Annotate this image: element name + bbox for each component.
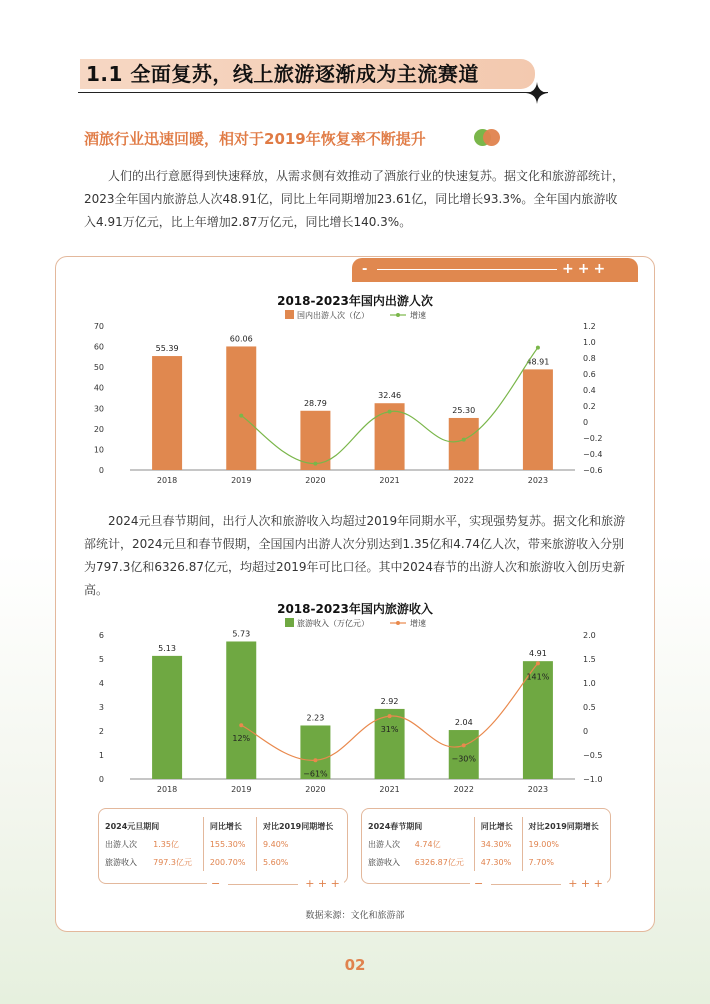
- y-tick-label: 3: [98, 703, 104, 712]
- y-tick-label: 2: [98, 727, 104, 736]
- y-tick-label: 50: [93, 363, 104, 373]
- y-tick-label: 70: [93, 322, 104, 331]
- legend-label: 国内出游人次（亿）: [297, 311, 369, 320]
- bar-value-label: 5.73: [232, 629, 251, 639]
- y2-tick-label: 0.6: [583, 370, 596, 379]
- table-deco: − + + +: [207, 877, 344, 891]
- intro-paragraph: 人们的出行意愿得到快速释放，从需求侧有效推动了酒旅行业的快速复苏。据文化和旅游部统计，2023全年国内旅游总人次48.91亿，同比上年同期增加23.61亿，同比增长93.3%。全年国内旅游收入4.91万亿元，比上年增加2.87万亿元，同比增长140.3%。: [84, 169, 625, 229]
- growth-label: −61%: [303, 769, 328, 779]
- growth-point: [388, 714, 392, 718]
- legend-swatch: [285, 618, 294, 627]
- bar: [226, 641, 256, 779]
- x-tick-label: 2018: [156, 785, 178, 794]
- y2-tick-label: 0: [583, 727, 589, 736]
- table-cell: 5.60%: [256, 853, 347, 871]
- y2-tick-label: −0.4: [583, 450, 603, 459]
- growth-point: [239, 414, 243, 418]
- y-tick-label: 6: [98, 631, 104, 640]
- bar: [152, 356, 182, 470]
- table-cell: 797.3亿元: [153, 857, 193, 867]
- x-tick-label: 2022: [453, 785, 474, 794]
- y-tick-label: 60: [93, 342, 104, 352]
- sparkle-icon: [526, 82, 548, 104]
- growth-point: [313, 462, 317, 466]
- y2-tick-label: 0.4: [583, 386, 596, 395]
- table-cell: 34.30%: [474, 835, 522, 853]
- bar-value-label: 5.13: [158, 643, 176, 653]
- bar-value-label: 2.04: [454, 718, 473, 728]
- tab-dash: -: [362, 262, 368, 277]
- bar-value-label: 60.06: [229, 334, 253, 344]
- bar: [523, 369, 553, 470]
- title-underline: [78, 92, 548, 93]
- bar: [226, 346, 256, 470]
- x-tick-label: 2018: [156, 476, 178, 485]
- tab-line: [377, 269, 557, 270]
- y-tick-label: 20: [93, 424, 104, 434]
- circles-icon: [474, 129, 500, 147]
- legend-label: 增速: [410, 619, 426, 628]
- table-cell: 6326.87亿元: [414, 857, 464, 867]
- bar-value-label: 28.79: [303, 398, 327, 408]
- y-tick-label: 1: [98, 751, 104, 760]
- y2-tick-label: 1.0: [583, 338, 596, 347]
- y2-tick-label: 1.0: [583, 679, 596, 688]
- bar-value-label: 25.30: [452, 405, 476, 415]
- growth-point: [462, 743, 466, 747]
- bar-value-label: 48.91: [526, 357, 550, 367]
- y2-tick-label: 2.0: [583, 631, 596, 640]
- visitors-chart: [0, 305, 710, 495]
- y-tick-label: 40: [93, 383, 104, 393]
- growth-point: [536, 661, 540, 665]
- data-source: 数据来源：文化和旅游部: [305, 911, 405, 921]
- y-tick-label: 4: [98, 679, 104, 688]
- y2-tick-label: 0.8: [583, 354, 596, 363]
- y2-tick-label: 0: [583, 418, 589, 427]
- bar-value-label: 32.46: [378, 391, 402, 401]
- subheading: 酒旅行业迅速回暖，相对于2019年恢复率不断提升: [84, 130, 426, 148]
- growth-label: −30%: [451, 754, 476, 764]
- bar-value-label: 55.39: [155, 344, 179, 354]
- table-cell: 47.30%: [474, 853, 522, 871]
- bar: [449, 418, 479, 470]
- chart1-title: 2018-2023年国内出游人次: [277, 294, 433, 308]
- spring-festival-table: [361, 808, 611, 890]
- table-header: 对比2019同期增长: [256, 817, 347, 835]
- y-tick-label: 10: [93, 445, 104, 455]
- growth-point: [313, 758, 317, 762]
- x-tick-label: 2019: [231, 785, 252, 794]
- table-cell: 4.74亿: [414, 839, 441, 849]
- table-cell: 7.70%: [522, 853, 610, 871]
- y2-tick-label: −0.2: [583, 434, 603, 443]
- bar-value-label: 2.23: [306, 713, 325, 723]
- legend-swatch: [285, 310, 294, 319]
- y2-tick-label: 0.5: [583, 703, 596, 712]
- growth-label: 12%: [232, 734, 251, 744]
- growth-label: 141%: [526, 672, 550, 682]
- y-tick-label: 5: [98, 655, 104, 664]
- section-title: 1.1 全面复苏，线上旅游逐渐成为主流赛道: [86, 62, 479, 86]
- x-tick-label: 2019: [231, 476, 252, 485]
- tab-plus: +++: [562, 261, 610, 277]
- table-cell: 200.70%: [203, 853, 256, 871]
- x-tick-label: 2020: [305, 476, 326, 485]
- chart2-title: 2018-2023年国内旅游收入: [277, 602, 433, 616]
- bar-value-label: 4.91: [529, 649, 547, 659]
- table-header: 对比2019同期增长: [522, 817, 610, 835]
- x-tick-label: 2023: [527, 785, 549, 794]
- growth-point: [388, 410, 392, 414]
- x-tick-label: 2020: [305, 785, 326, 794]
- growth-point: [239, 723, 243, 727]
- legend-label: 旅游收入（万亿元）: [297, 619, 369, 628]
- y2-tick-label: −0.5: [583, 751, 603, 760]
- bar: [152, 656, 182, 779]
- table-deco: − + + +: [470, 877, 607, 891]
- revenue-chart: [0, 613, 710, 798]
- bar-value-label: 2.92: [380, 696, 399, 706]
- x-tick-label: 2022: [453, 476, 474, 485]
- page-number: 02: [344, 956, 366, 974]
- y2-tick-label: −1.0: [583, 775, 603, 784]
- table-cell: 155.30%: [203, 835, 256, 853]
- new-year-table: [98, 808, 348, 890]
- y-tick-label: 0: [98, 466, 104, 475]
- table-cell: 旅游收入: [105, 857, 137, 867]
- y-tick-label: 30: [93, 404, 104, 414]
- table-header: 2024春节期间: [368, 821, 423, 831]
- table-cell: 1.35亿: [153, 839, 179, 849]
- y2-tick-label: 0.2: [583, 402, 596, 411]
- table-header: 2024元旦期间: [105, 821, 160, 831]
- holiday-paragraph: 2024元旦春节期间，出行人次和旅游收入均超过2019年同期水平，实现强势复苏。据文化和旅游部统计，2024元旦和春节假期，全国国内出游人次分别达到1.35亿和4.74亿人次，带来旅游收入分别为797.3亿和6326.87亿元，均超过2019年可比口径。其中2024春节的出游人次和旅游收入创历史新高。: [84, 514, 626, 597]
- y-tick-label: 0: [98, 775, 104, 784]
- table-cell: 出游人次: [105, 839, 137, 849]
- legend-marker: [396, 313, 400, 317]
- legend-marker: [396, 621, 400, 625]
- table-cell: 19.00%: [522, 835, 610, 853]
- table-cell: 旅游收入: [368, 857, 400, 867]
- table-cell: 9.40%: [256, 835, 347, 853]
- x-tick-label: 2023: [527, 476, 549, 485]
- table-cell: 出游人次: [368, 839, 400, 849]
- x-tick-label: 2021: [379, 785, 400, 794]
- table-header: 同比增长: [203, 817, 256, 835]
- growth-point: [536, 346, 540, 350]
- table-header: 同比增长: [474, 817, 522, 835]
- y2-tick-label: 1.5: [583, 655, 596, 664]
- legend-label: 增速: [410, 311, 426, 320]
- x-tick-label: 2021: [379, 476, 400, 485]
- y2-tick-label: 1.2: [583, 322, 596, 331]
- growth-point: [462, 438, 466, 442]
- growth-label: 31%: [380, 725, 399, 735]
- y2-tick-label: −0.6: [583, 466, 603, 475]
